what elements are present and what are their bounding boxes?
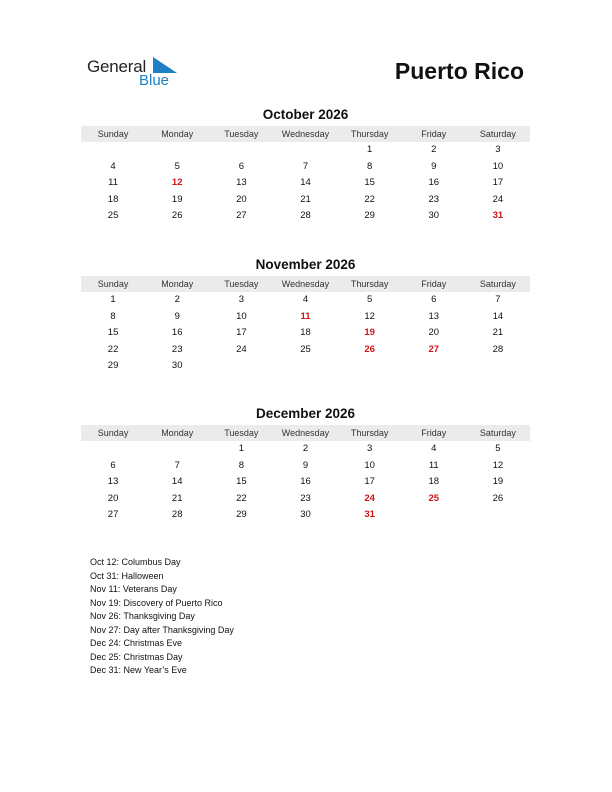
day-cell: 28 bbox=[300, 210, 311, 222]
weekday-header: Saturday bbox=[479, 428, 516, 438]
day-cell: 24 bbox=[492, 193, 504, 205]
day-cell: 6 bbox=[431, 294, 437, 305]
day-cell bbox=[209, 358, 273, 375]
weekday-header-row bbox=[81, 425, 530, 441]
week-row bbox=[81, 491, 530, 508]
weekday-header-row bbox=[81, 126, 530, 142]
weekday-header: Tuesday bbox=[224, 279, 259, 289]
day-cell: 12 bbox=[364, 310, 375, 322]
day-cell: 30 bbox=[171, 360, 183, 372]
weekday-header: Sunday bbox=[97, 428, 129, 438]
weekday-header: Tuesday bbox=[224, 129, 259, 139]
holiday-day-cell: 24 bbox=[364, 492, 375, 504]
day-cell: 23 bbox=[300, 492, 311, 504]
weekday-header: Saturday bbox=[479, 129, 516, 139]
day-cell: 19 bbox=[492, 476, 504, 488]
day-cell bbox=[402, 507, 466, 524]
day-cell bbox=[81, 441, 145, 458]
day-cell: 13 bbox=[428, 310, 440, 322]
weekday-header: Friday bbox=[421, 129, 447, 139]
day-cell: 17 bbox=[492, 177, 504, 189]
holiday-day-cell: 26 bbox=[364, 343, 375, 355]
day-cell: 24 bbox=[236, 343, 247, 355]
day-cell: 15 bbox=[364, 177, 375, 189]
holiday-list-item: Oct 31: Halloween bbox=[90, 570, 164, 581]
month-title: December 2026 bbox=[255, 406, 356, 421]
weekday-header: Friday bbox=[421, 428, 447, 438]
day-cell: 7 bbox=[302, 160, 309, 172]
holiday-list-item: Dec 24: Christmas Eve bbox=[90, 638, 183, 648]
logo-general-text: General bbox=[87, 57, 147, 76]
day-cell: 14 bbox=[300, 177, 311, 189]
day-cell: 3 bbox=[238, 294, 244, 305]
day-cell: 11 bbox=[428, 459, 439, 471]
month-calendar bbox=[81, 406, 530, 524]
week-row bbox=[81, 325, 530, 342]
month-title: November 2026 bbox=[255, 257, 356, 272]
day-cell: 1 bbox=[238, 443, 244, 454]
day-cell: 13 bbox=[107, 476, 119, 488]
day-cell: 27 bbox=[107, 509, 119, 521]
day-cell: 14 bbox=[492, 310, 504, 322]
holiday-list bbox=[90, 556, 234, 678]
day-cell: 20 bbox=[428, 327, 440, 339]
day-cell: 16 bbox=[300, 476, 311, 488]
day-cell: 18 bbox=[300, 327, 311, 339]
month-calendar bbox=[81, 257, 530, 375]
week-row bbox=[81, 208, 530, 225]
day-cell: 11 bbox=[108, 177, 118, 189]
day-cell: 17 bbox=[236, 327, 247, 339]
day-cell: 23 bbox=[171, 343, 183, 355]
day-cell: 7 bbox=[174, 459, 180, 471]
day-cell: 8 bbox=[366, 160, 373, 172]
day-cell: 3 bbox=[366, 443, 373, 454]
week-row bbox=[81, 175, 530, 192]
weekday-header: Monday bbox=[161, 129, 194, 139]
day-cell: 29 bbox=[107, 360, 119, 372]
day-cell bbox=[338, 358, 402, 375]
day-cell: 7 bbox=[495, 294, 501, 305]
day-cell bbox=[81, 142, 145, 159]
holiday-list-item: Oct 12: Columbus Day bbox=[90, 557, 181, 567]
holiday-list-item: Dec 25: Christmas Day bbox=[90, 651, 183, 662]
day-cell: 16 bbox=[171, 327, 183, 339]
day-cell: 9 bbox=[174, 310, 180, 322]
day-cell: 6 bbox=[238, 160, 244, 172]
day-cell: 10 bbox=[492, 160, 504, 172]
week-row bbox=[81, 441, 530, 458]
holiday-list-item: Nov 19: Discovery of Puerto Rico bbox=[90, 597, 223, 608]
logo-triangle-icon bbox=[153, 57, 177, 73]
day-cell: 4 bbox=[302, 294, 309, 305]
day-cell: 22 bbox=[107, 343, 119, 355]
day-cell: 5 bbox=[366, 294, 373, 305]
week-row bbox=[81, 192, 530, 209]
day-cell: 14 bbox=[171, 476, 183, 488]
weekday-header: Wednesday bbox=[281, 279, 330, 289]
day-cell: 29 bbox=[236, 509, 247, 521]
day-cell: 25 bbox=[300, 343, 311, 355]
day-cell: 28 bbox=[492, 343, 504, 355]
day-cell: 26 bbox=[492, 492, 504, 504]
day-cell: 2 bbox=[431, 144, 437, 155]
day-cell: 5 bbox=[174, 160, 180, 172]
day-cell: 8 bbox=[110, 310, 116, 322]
day-cell: 27 bbox=[236, 210, 247, 222]
holiday-day-cell: 12 bbox=[171, 177, 183, 189]
weekday-header: Wednesday bbox=[281, 129, 330, 139]
week-row bbox=[81, 458, 530, 475]
weekday-header: Wednesday bbox=[281, 428, 330, 438]
day-cell: 2 bbox=[302, 443, 309, 454]
day-cell: 21 bbox=[171, 492, 183, 504]
holiday-day-cell: 19 bbox=[364, 327, 375, 339]
day-cell: 29 bbox=[364, 210, 375, 222]
day-cell bbox=[145, 441, 209, 458]
day-cell: 21 bbox=[300, 193, 311, 205]
day-cell bbox=[466, 358, 530, 375]
day-cell bbox=[145, 142, 209, 159]
month-calendar bbox=[81, 107, 530, 225]
day-cell: 8 bbox=[238, 459, 244, 471]
day-cell: 23 bbox=[428, 193, 440, 205]
week-row bbox=[81, 358, 530, 375]
week-row bbox=[81, 342, 530, 359]
day-cell: 13 bbox=[236, 177, 247, 189]
day-cell: 12 bbox=[492, 459, 504, 471]
day-cell: 17 bbox=[364, 476, 375, 488]
day-cell: 16 bbox=[428, 177, 440, 189]
day-cell: 10 bbox=[364, 459, 375, 471]
week-row bbox=[81, 474, 530, 491]
weekday-header-row bbox=[81, 276, 530, 292]
holiday-list-item: Nov 11: Veterans Day bbox=[90, 584, 177, 594]
generalblue-logo bbox=[87, 56, 187, 92]
week-row bbox=[81, 507, 530, 524]
day-cell: 3 bbox=[495, 144, 501, 155]
week-row bbox=[81, 292, 530, 309]
holiday-list-item: Nov 26: Thanksgiving Day bbox=[90, 611, 195, 621]
day-cell bbox=[209, 142, 273, 159]
weekday-header: Sunday bbox=[97, 129, 129, 139]
day-cell: 4 bbox=[431, 443, 437, 454]
day-cell: 22 bbox=[364, 193, 375, 205]
day-cell: 6 bbox=[110, 459, 116, 471]
holiday-day-cell: 31 bbox=[492, 210, 504, 222]
day-cell: 30 bbox=[300, 509, 311, 521]
weekday-header: Thursday bbox=[350, 279, 389, 289]
day-cell bbox=[273, 142, 337, 159]
week-row bbox=[81, 142, 530, 159]
holiday-list-item: Dec 31: New Year’s Eve bbox=[90, 665, 187, 675]
day-cell: 15 bbox=[236, 476, 247, 488]
logo-blue-text: Blue bbox=[139, 72, 170, 89]
weekday-header: Sunday bbox=[97, 279, 129, 289]
weekday-header: Thursday bbox=[350, 129, 389, 139]
holiday-day-cell: 25 bbox=[428, 492, 440, 504]
weekday-header: Monday bbox=[161, 428, 194, 438]
day-cell: 4 bbox=[110, 160, 116, 172]
holiday-day-cell: 27 bbox=[428, 343, 440, 355]
day-cell: 15 bbox=[107, 327, 119, 339]
weekday-header: Thursday bbox=[350, 428, 389, 438]
day-cell: 20 bbox=[107, 492, 119, 504]
day-cell: 9 bbox=[302, 459, 309, 471]
day-cell: 19 bbox=[171, 193, 183, 205]
day-cell: 1 bbox=[110, 294, 116, 305]
day-cell: 18 bbox=[428, 476, 440, 488]
day-cell: 1 bbox=[366, 144, 373, 155]
day-cell: 2 bbox=[174, 294, 180, 305]
week-row bbox=[81, 159, 530, 176]
day-cell: 9 bbox=[431, 160, 437, 172]
day-cell bbox=[402, 358, 466, 375]
weekday-header: Tuesday bbox=[224, 428, 259, 438]
weekday-header: Friday bbox=[421, 279, 447, 289]
month-title: October 2026 bbox=[262, 107, 349, 122]
day-cell: 25 bbox=[107, 210, 119, 222]
day-cell: 28 bbox=[171, 509, 183, 521]
day-cell: 30 bbox=[428, 210, 440, 222]
day-cell bbox=[273, 358, 337, 375]
day-cell: 26 bbox=[171, 210, 183, 222]
day-cell bbox=[466, 507, 530, 524]
day-cell: 21 bbox=[492, 327, 504, 339]
holiday-day-cell: 31 bbox=[364, 509, 375, 521]
weekday-header: Saturday bbox=[479, 279, 516, 289]
day-cell: 10 bbox=[236, 310, 247, 322]
holiday-list-item: Nov 27: Day after Thanksgiving Day bbox=[90, 624, 234, 635]
holiday-day-cell: 11 bbox=[300, 310, 311, 322]
day-cell: 22 bbox=[236, 492, 247, 504]
country-title: Puerto Rico bbox=[394, 58, 524, 84]
weekday-header: Monday bbox=[161, 279, 194, 289]
day-cell: 18 bbox=[107, 193, 119, 205]
day-cell: 20 bbox=[236, 193, 247, 205]
day-cell: 5 bbox=[495, 443, 501, 454]
week-row bbox=[81, 309, 530, 326]
